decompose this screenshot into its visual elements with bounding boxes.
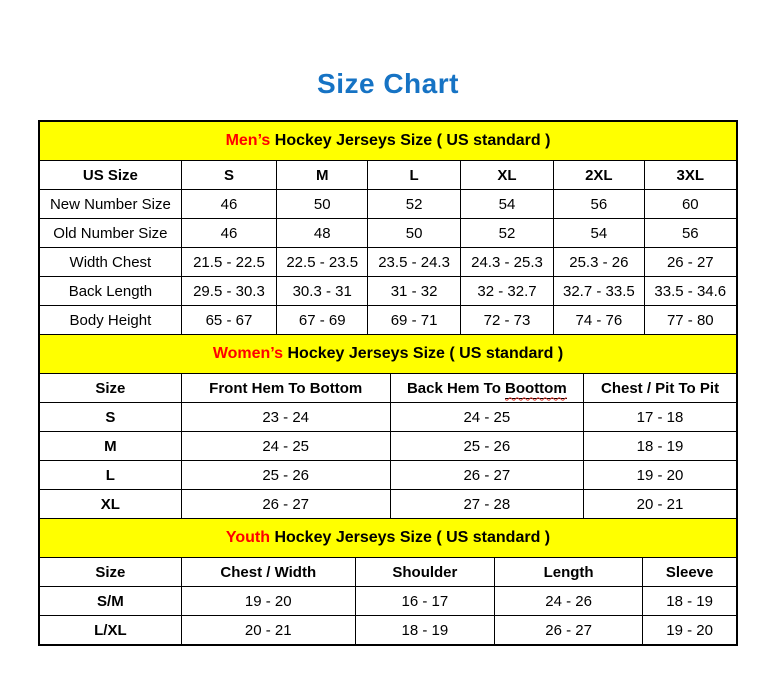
youth-size-table [40, 558, 736, 644]
value-cell: 54 [460, 190, 553, 219]
value-cell: 25 - 26 [181, 461, 390, 490]
value-cell: 18 - 19 [643, 587, 736, 616]
mens-band-highlight: Men’s [225, 132, 271, 149]
womens-column-header: Back Hem To Boottom [390, 374, 583, 403]
value-cell: 19 - 20 [643, 616, 736, 645]
mens-header-row [40, 161, 736, 190]
womens-header-row [40, 374, 736, 403]
row-label-cell: New Number Size [40, 190, 181, 219]
value-cell: 20 - 21 [584, 490, 736, 519]
value-cell: 18 - 19 [584, 432, 736, 461]
value-cell: 50 [368, 219, 461, 248]
value-cell: 24 - 26 [494, 587, 642, 616]
row-label-cell: M [40, 432, 181, 461]
mens-column-header: M [277, 161, 368, 190]
mens-row [40, 248, 736, 277]
mens-row [40, 277, 736, 306]
value-cell: 24.3 - 25.3 [460, 248, 553, 277]
value-cell: 65 - 67 [181, 306, 276, 335]
mens-column-header: XL [460, 161, 553, 190]
value-cell: 16 - 17 [355, 587, 494, 616]
womens-section-band [40, 334, 736, 374]
value-cell: 46 [181, 219, 276, 248]
value-cell: 56 [554, 190, 644, 219]
value-cell: 48 [277, 219, 368, 248]
misspelled-word-underline: Boottom [505, 379, 567, 397]
value-cell: 67 - 69 [277, 306, 368, 335]
row-label-cell: S/M [40, 587, 181, 616]
value-cell: 19 - 20 [584, 461, 736, 490]
youth-header-row [40, 558, 736, 587]
womens-row [40, 432, 736, 461]
row-label-cell: Old Number Size [40, 219, 181, 248]
womens-row [40, 461, 736, 490]
value-cell: 50 [277, 190, 368, 219]
value-cell: 60 [644, 190, 736, 219]
value-cell: 69 - 71 [368, 306, 461, 335]
mens-column-header: 3XL [644, 161, 736, 190]
mens-column-header: S [181, 161, 276, 190]
value-cell: 52 [368, 190, 461, 219]
value-cell: 54 [554, 219, 644, 248]
womens-band-highlight: Women’s [212, 345, 284, 362]
mens-section-band [40, 122, 736, 161]
value-cell: 27 - 28 [390, 490, 583, 519]
womens-size-table [40, 374, 736, 518]
mens-section [40, 122, 736, 334]
value-cell: 74 - 76 [554, 306, 644, 335]
value-cell: 72 - 73 [460, 306, 553, 335]
youth-row [40, 587, 736, 616]
value-cell: 20 - 21 [181, 616, 355, 645]
youth-column-header: Length [494, 558, 642, 587]
value-cell: 26 - 27 [181, 490, 390, 519]
youth-section [40, 518, 736, 644]
value-cell: 30.3 - 31 [277, 277, 368, 306]
value-cell: 77 - 80 [644, 306, 736, 335]
value-cell: 23 - 24 [181, 403, 390, 432]
mens-row [40, 190, 736, 219]
mens-size-table [40, 161, 736, 334]
row-label-cell: XL [40, 490, 181, 519]
womens-column-header: Front Hem To Bottom [181, 374, 390, 403]
youth-section-band [40, 518, 736, 558]
row-label-cell: L/XL [40, 616, 181, 645]
value-cell: 19 - 20 [181, 587, 355, 616]
row-label-cell: Width Chest [40, 248, 181, 277]
value-cell: 23.5 - 24.3 [368, 248, 461, 277]
womens-row [40, 490, 736, 519]
row-label-cell: Back Length [40, 277, 181, 306]
page-title: Size Chart [317, 68, 459, 99]
youth-column-header: Chest / Width [181, 558, 355, 587]
value-cell: 32 - 32.7 [460, 277, 553, 306]
mens-column-header: 2XL [554, 161, 644, 190]
value-cell: 31 - 32 [368, 277, 461, 306]
youth-column-header: Shoulder [355, 558, 494, 587]
mens-column-header: US Size [40, 161, 181, 190]
womens-row [40, 403, 736, 432]
mens-row [40, 306, 736, 335]
value-cell: 32.7 - 33.5 [554, 277, 644, 306]
mens-column-header: L [368, 161, 461, 190]
value-cell: 52 [460, 219, 553, 248]
youth-band-rest: Hockey Jerseys Size ( US standard ) [270, 529, 551, 546]
womens-section [40, 334, 736, 518]
youth-column-header: Sleeve [643, 558, 736, 587]
mens-band-rest: Hockey Jerseys Size ( US standard ) [270, 132, 551, 149]
womens-column-header: Size [40, 374, 181, 403]
value-cell: 18 - 19 [355, 616, 494, 645]
value-cell: 29.5 - 30.3 [181, 277, 276, 306]
value-cell: 25.3 - 26 [554, 248, 644, 277]
row-label-cell: L [40, 461, 181, 490]
womens-column-header: Chest / Pit To Pit [584, 374, 736, 403]
youth-column-header: Size [40, 558, 181, 587]
value-cell: 24 - 25 [390, 403, 583, 432]
youth-band-highlight: Youth [225, 529, 270, 546]
value-cell: 26 - 27 [390, 461, 583, 490]
size-chart-tables [38, 120, 738, 646]
value-cell: 22.5 - 23.5 [277, 248, 368, 277]
value-cell: 26 - 27 [644, 248, 736, 277]
row-label-cell: S [40, 403, 181, 432]
value-cell: 26 - 27 [494, 616, 642, 645]
value-cell: 56 [644, 219, 736, 248]
womens-band-rest: Hockey Jerseys Size ( US standard ) [283, 345, 564, 362]
value-cell: 21.5 - 22.5 [181, 248, 276, 277]
row-label-cell: Body Height [40, 306, 181, 335]
value-cell: 46 [181, 190, 276, 219]
value-cell: 17 - 18 [584, 403, 736, 432]
mens-row [40, 219, 736, 248]
value-cell: 24 - 25 [181, 432, 390, 461]
value-cell: 25 - 26 [390, 432, 583, 461]
value-cell: 33.5 - 34.6 [644, 277, 736, 306]
youth-row [40, 616, 736, 645]
